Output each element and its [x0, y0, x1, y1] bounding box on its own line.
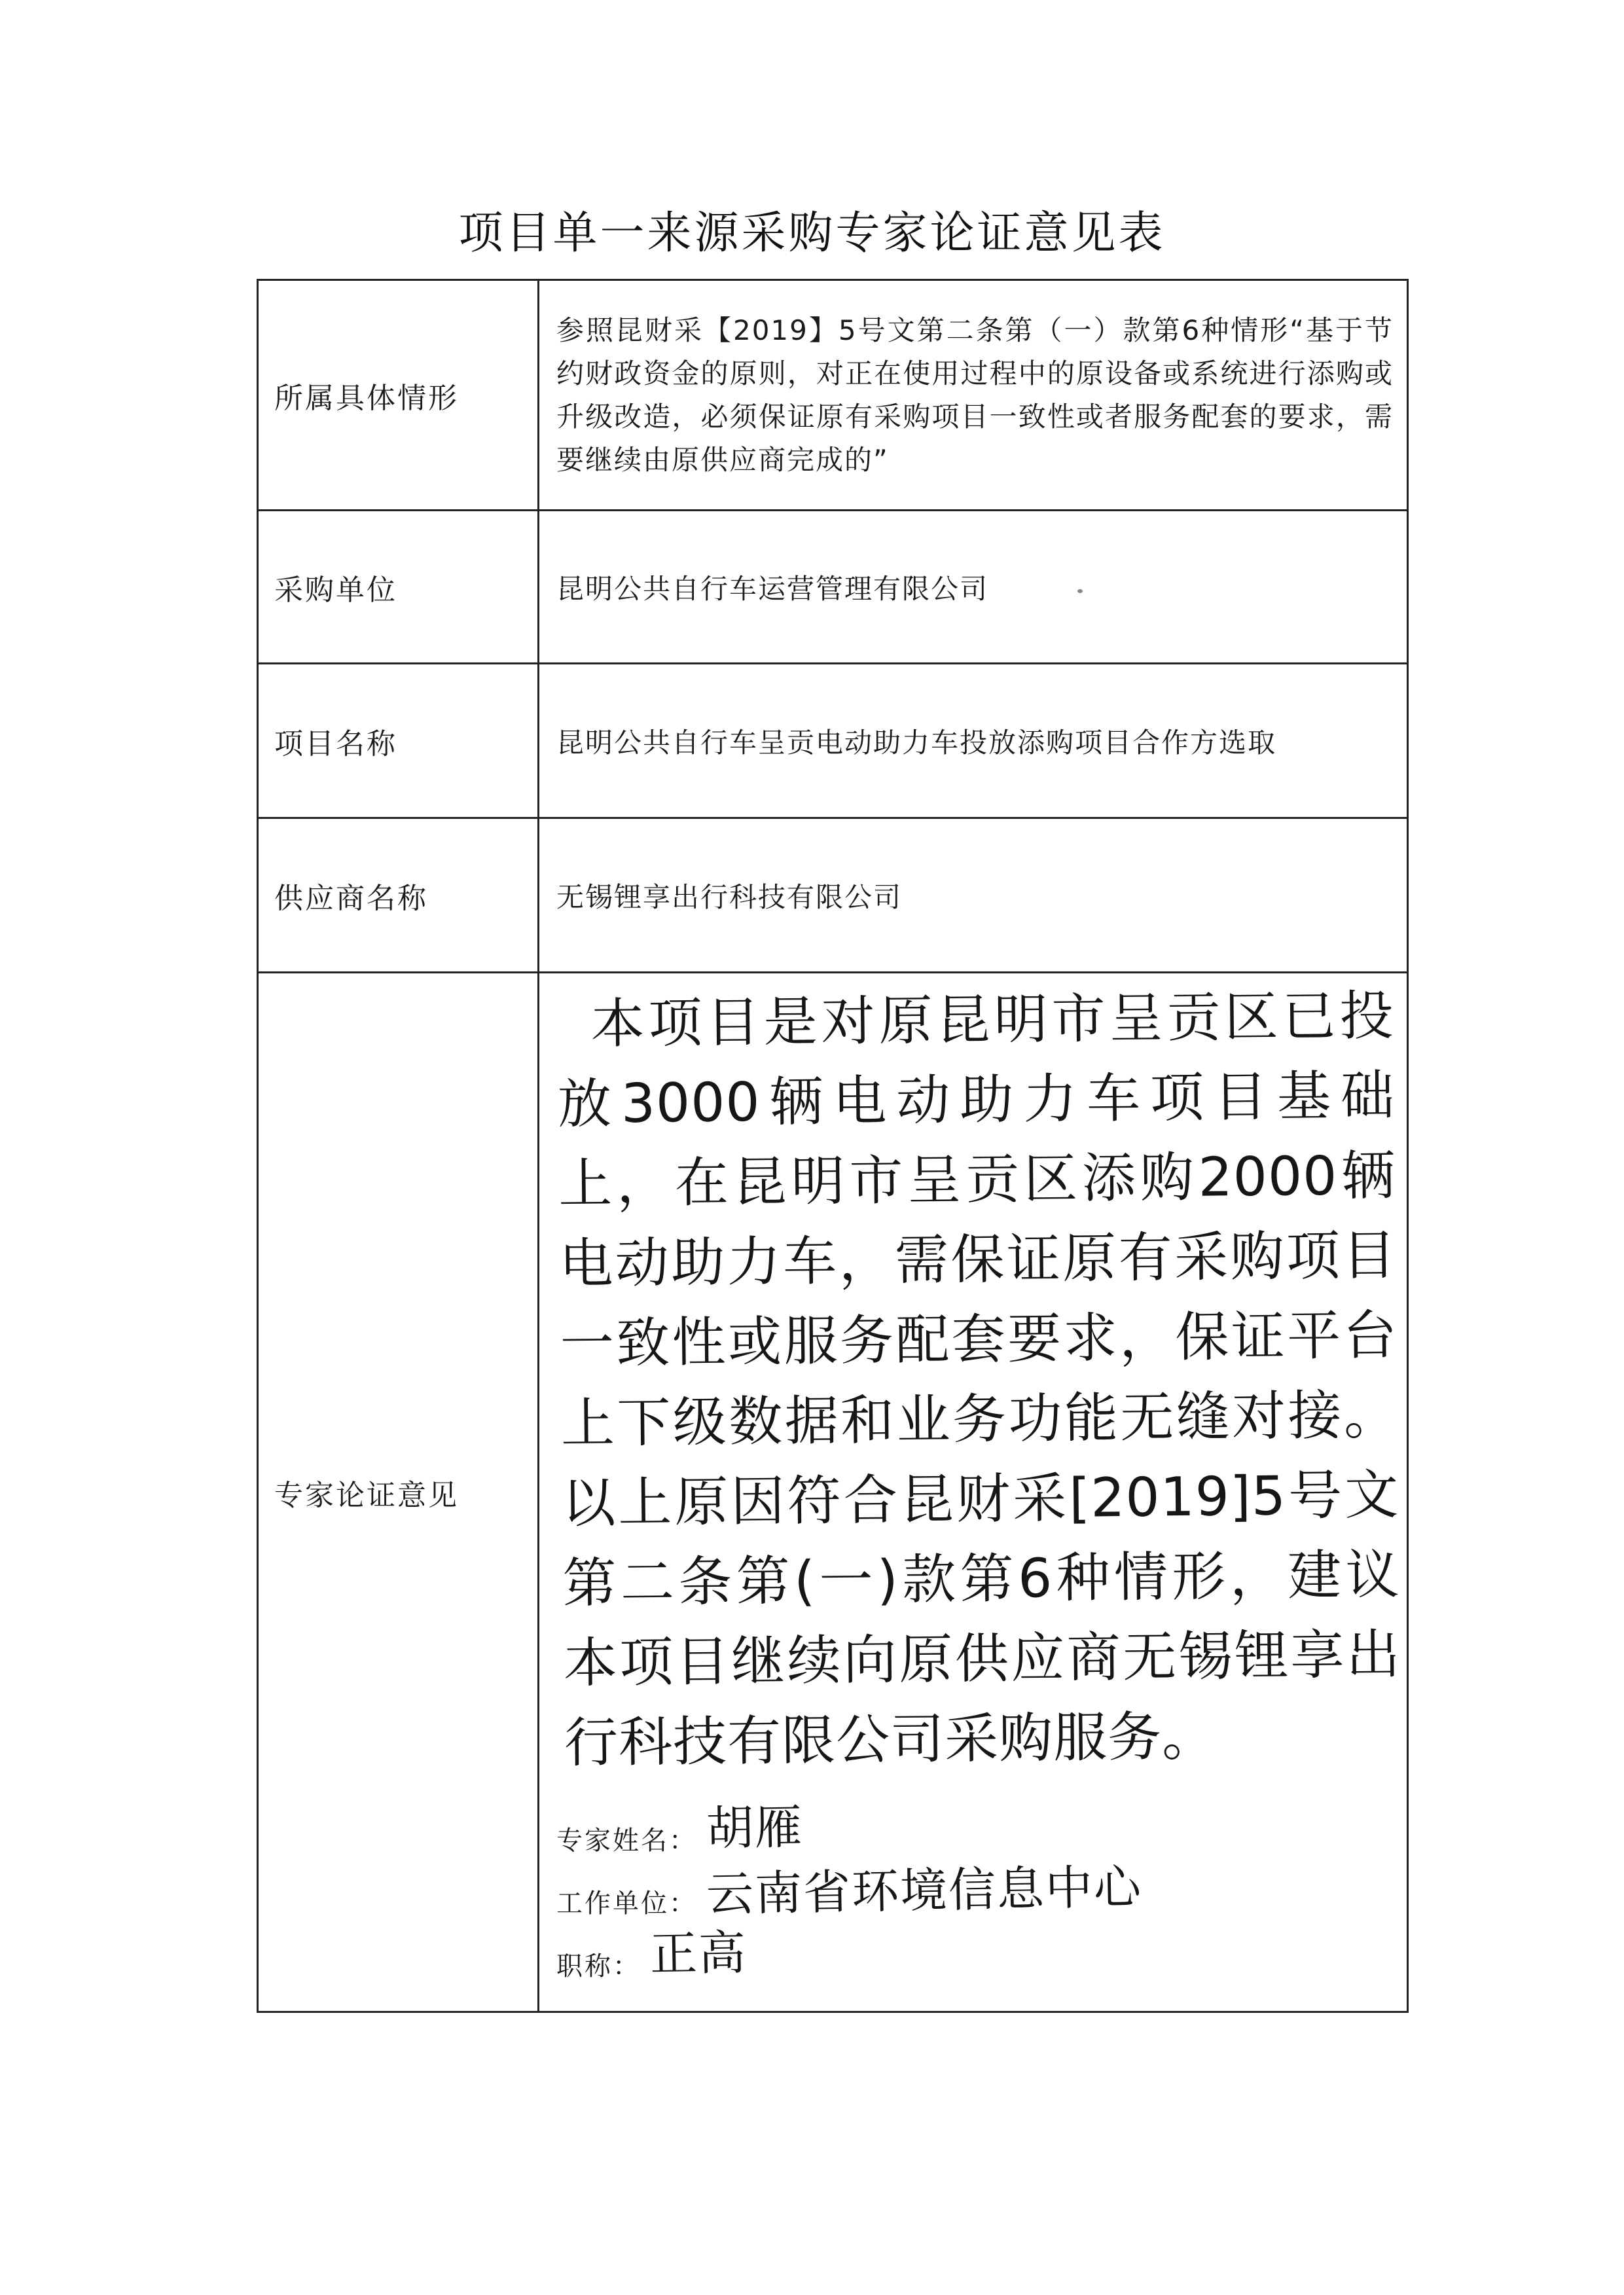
work-unit-handwriting: 云南省环境信息中心 — [706, 1859, 1143, 1922]
table-row — [258, 664, 1408, 818]
expert-name-signature: 胡雁 — [706, 1799, 804, 1856]
project-name-label: 项目名称 — [258, 664, 539, 818]
situation-value: 参照昆财采【2019】5号文第二条第（一）款第6种情形“基于节约财政资金的原则，对正在使用过程中的原设备或系统进行添购或升级改造，必须保证原有采购项目一致性或者服务配套的要求，需要继续由原供应商完成的” — [556, 314, 1394, 476]
job-title-label: 职称： — [556, 1951, 641, 1981]
expert-name-label: 专家姓名： — [556, 1826, 697, 1856]
table-row — [258, 973, 1408, 2012]
project-name-value: 昆明公共自行车呈贡电动助力车投放添购项目合作方选取 — [539, 664, 1408, 818]
table-row — [258, 511, 1408, 664]
page-title: 项目单一来源采购专家论证意见表 — [458, 208, 1166, 259]
expert-opinion-label: 专家论证意见 — [258, 973, 539, 2012]
purchaser-value: 昆明公共自行车运营管理有限公司 — [539, 511, 1408, 664]
expert-opinion-cell — [539, 973, 1408, 2012]
expert-opinion-handwriting: 本项目是对原昆明市呈贡区已投放3000辆电动助力车项目基础上，在昆明市呈贡区添购2000辆电动助力车，需保证原有采购项目一致性或服务配套要求，保证平台上下级数据和业务功能无缝对接。以上原因符合昆财采[2019]5号文第二条第(一)款第6种情形，建议本项目继续向原供应商无锡锂享出行科技有限公司采购服务。 — [557, 985, 1401, 1775]
table-row — [258, 280, 1408, 511]
situation-label: 所属具体情形 — [258, 280, 539, 511]
supplier-name-label: 供应商名称 — [258, 818, 539, 973]
opinion-form-table — [257, 279, 1409, 2013]
purchaser-label: 采购单位 — [258, 511, 539, 664]
situation-value-cell — [539, 280, 1408, 511]
expert-name-line — [556, 1794, 1394, 1857]
supplier-name-value: 无锡锂享出行科技有限公司 — [539, 818, 1408, 973]
scan-speck — [1077, 589, 1083, 593]
table-row — [258, 818, 1408, 973]
job-title-handwriting: 正高 — [649, 1925, 748, 1982]
job-title-line — [556, 1920, 1394, 1983]
work-unit-line — [556, 1857, 1394, 1920]
signature-block — [556, 1794, 1394, 1983]
work-unit-label: 工作单位： — [556, 1888, 697, 1919]
